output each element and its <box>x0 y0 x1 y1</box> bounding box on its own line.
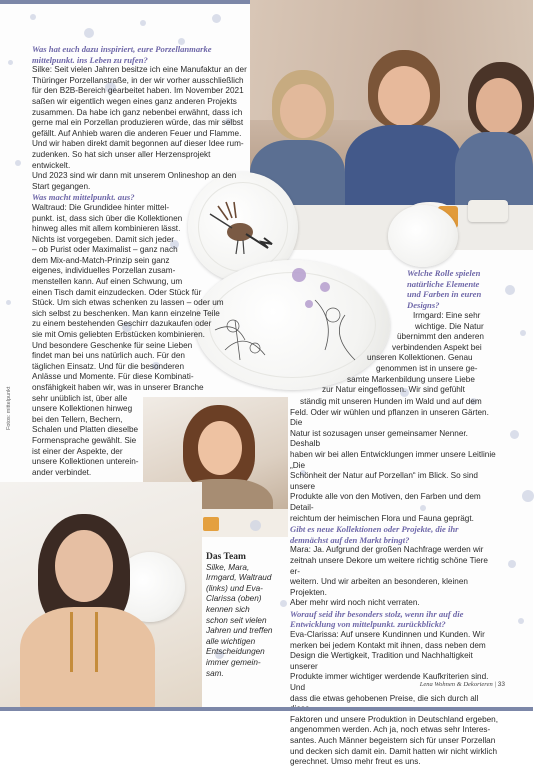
answer-3-line: Irmgard: Eine sehr <box>413 311 481 320</box>
answer-2-line: onsfähigkeit haben wir, was in unserer Branche <box>32 383 204 392</box>
question-4-line: demnächst auf den Markt bringt? <box>290 534 410 545</box>
answer-3-right-block <box>300 311 530 396</box>
answer-2-line: eigenes, individuelles Porzellan zusam- <box>32 266 176 276</box>
answer-1-line: Start gegangen. <box>32 181 91 191</box>
answer-2-line: Anlässe und Momente. Für diese Kombinati- <box>32 372 194 382</box>
answer-2-line: menstellen kann. Auf einen Schwung, um <box>32 277 183 287</box>
answer-3-line: übernimmt den anderen <box>397 332 484 342</box>
purple-dot <box>320 282 330 292</box>
answer-3-line: unseren Kollektionen. Genau <box>367 353 473 363</box>
question-5-line: Entwicklung von mittelpunkt. zurückblickt? <box>290 619 446 630</box>
answer-3-line: reichtum der heimischen Flora und Fauna geprägt. <box>290 513 474 523</box>
decor-dot <box>510 430 519 439</box>
decor-dot <box>508 560 516 568</box>
answer-3-line: samte Markenbildung unsere Liebe <box>347 374 475 384</box>
answer-2-line: ist einer der Aspekte, der <box>32 446 123 456</box>
article-column-top <box>32 44 247 478</box>
answer-2-line: – ob Purist oder Maximalist – ganz nach <box>32 245 178 255</box>
decor-dot <box>15 160 21 166</box>
team-caption-line: sam. <box>206 668 224 678</box>
question-3-line: natürliche Elemente <box>407 278 480 289</box>
answer-1-line: saßen wir eigentlich wegen eines ganz anderen Projekts <box>32 96 237 106</box>
answer-5-line: Eva-Clarissa: Auf unsere Kundinnen und Kunden. Wir <box>290 630 485 640</box>
answer-2-line: täglichen Einsatz. Und für die besonderen <box>32 361 185 371</box>
magazine-name: Lena Wohnen & Dekorieren <box>419 681 493 688</box>
team-caption-line: Entscheidungen <box>206 647 265 657</box>
answer-3-line: wichtige. Die Natur <box>415 321 484 331</box>
question-1: Was hat euch dazu inspiriert, eure Porzellanmarke mittelpunkt. ins Leben zu rufen? <box>32 44 212 65</box>
answer-5-line: Produkte immer wichtiger werdende Kaufkriterien sind. Und <box>290 672 489 693</box>
answer-3-line: haben wir bei allen Entwicklungen immer unsere Leitlinie „Die <box>290 449 496 470</box>
question-4-line: Gibt es neue Kollektionen oder Projekte, die ihr <box>290 524 459 535</box>
answer-3-line: zur Natur eingeflossen. Wir sind gefühlt <box>322 385 465 395</box>
answer-2-line: Stück. Um sich etwas schenken zu lassen – oder um <box>32 298 224 308</box>
answer-2-line: hinweg alles mit allem kombinieren lässt. <box>32 224 181 234</box>
decor-dot <box>522 490 534 502</box>
answer-3-line: genommen ist in unsere ge- <box>376 363 478 373</box>
team-caption-line: immer gemein- <box>206 657 261 667</box>
purple-dot <box>305 300 313 308</box>
answer-2-line: ander verbindet. <box>32 467 92 477</box>
answer-2-line: sie mit Omis geliebten Erbstücken kombinieren. <box>32 330 205 340</box>
answer-5-line: Design die Wertigkeit, Tradition und Nachhaltigkeit unserer <box>290 651 473 671</box>
portrait-photo <box>0 482 202 711</box>
answer-5-line: Faktoren und unsere Produktion in Deutschland ergeben, <box>290 714 499 724</box>
answer-2-line: findet man bei uns natürlich auch. Für den <box>32 351 185 361</box>
footer-separator: | <box>494 681 498 688</box>
answer-5-line: dass die etwas gehobenen Preise, die sich durch all <box>290 693 479 703</box>
answer-2-line: punkt. ist, dass sich über die Kollektionen <box>32 213 183 223</box>
article-column-bottom <box>290 397 500 768</box>
question-3-line: Designs? <box>407 299 440 310</box>
answer-4-line: weitern. Und wir arbeiten an besonderen, kleinen Projekten. <box>290 577 468 597</box>
question-3-line: Welche Rolle spielen <box>407 268 481 278</box>
answer-2-line: unsere Kollektionen hinweg <box>32 404 133 414</box>
answer-1-line: Und wir haben direkt damit begonnen auf dieser Idee rum- <box>32 139 244 149</box>
answer-1-line: gerne mal ein Porzellan produzieren würde, das mir selbst <box>32 118 244 128</box>
team-caption-line: Clarissa (oben) <box>206 594 262 604</box>
team-caption-line: (links) und Eva- <box>206 583 263 593</box>
answer-5-line: santes. Auch Männer begeistern sich für unser Porzellan <box>290 736 496 745</box>
decor-dot <box>6 300 11 305</box>
answer-2-line: Formensprache gewählt. Sie <box>32 435 137 445</box>
answer-1-line: zusammen. Da habe ich ganz nebenbei erwähnt, dass ich <box>32 107 243 117</box>
answer-1-line: Thüringer Porzellanstraße, in der wir vorher ausschließlich <box>32 75 244 85</box>
answer-3-line: ständig mit unseren Hunden im Wald und auf dem <box>300 397 482 406</box>
page-footer <box>420 681 505 688</box>
top-accent-bar <box>0 0 250 4</box>
purple-dot <box>292 268 306 282</box>
answer-2-line: zu einem bestehenden Geschirr dazukaufen oder <box>32 319 212 329</box>
answer-2-line: dem Mix-and-Match-Prinzip sein ganz <box>32 255 170 265</box>
small-plate-right <box>388 205 458 267</box>
answer-5-line: merken bei jedem Kontakt mit ihnen, dass neben dem <box>290 640 486 650</box>
answer-4-line: Aber mehr wird noch nicht verraten. <box>290 598 420 608</box>
team-caption <box>206 552 286 679</box>
team-caption-line: kennen sich <box>206 604 250 614</box>
question-3-line: und Farben in euren <box>407 289 482 300</box>
decor-dot <box>518 618 524 624</box>
answer-3-line: Schönheit der Natur auf Porzellan“ im Blick. So sind unsere <box>290 471 478 491</box>
answer-3-line: Natur ist sozusagen unser gemeinsamer Nenner. Deshalb <box>290 428 468 449</box>
team-caption-line: Jahren und treffen <box>206 626 273 636</box>
answer-3-line: verbindenden Aspekt bei <box>392 342 482 352</box>
decor-dot <box>140 20 146 26</box>
answer-2-line: Nichts ist vorgegeben. Damit sich jeder <box>32 234 174 244</box>
question-5-line: Worauf seid ihr besonders stolz, wenn ihr auf die <box>290 608 464 619</box>
decor-dot <box>30 14 36 20</box>
question-2: Was macht mittelpunkt. aus? <box>32 192 135 203</box>
page-number: 33 <box>497 681 505 688</box>
answer-4-line: zeitnah unsere Dekore um weitere richtig schöne Tiere er- <box>290 555 488 576</box>
question-3-block <box>407 268 527 310</box>
team-caption-title: Das Team <box>206 552 246 562</box>
answer-2-line: einen Tisch damit einzudecken. Oder Stück für <box>32 287 202 297</box>
decor-dot <box>8 60 13 65</box>
answer-1-line: Und 2023 sind wir dann mit unserem Onlineshop an den <box>32 171 237 181</box>
answer-1-line: Silke: Seit vielen Jahren besitze ich eine Manufaktur an der <box>32 65 247 75</box>
answer-5-line: und decken sich damit ein. Damit hatten wir nicht wirklich <box>290 746 498 756</box>
answer-5-line: gerechnet. Umso mehr freut es uns. <box>290 757 421 767</box>
team-caption-line: Silke, Mara, <box>206 562 250 572</box>
answer-3-line: Feld. Oder wir wühlen und pflanzen in unseren Gärten. Die <box>290 407 489 428</box>
answer-2-line: bei den Tellern, Bechern, <box>32 414 123 424</box>
team-caption-line: alle wichtigen <box>206 636 256 646</box>
answer-3-line: Produkte alle von den Motiven, den Farben und dem Detail- <box>290 492 481 512</box>
answer-1-line: gefällt. Auf Anhieb waren die anderen Feuer und Flamme. <box>32 128 242 138</box>
answer-2-line: sehr unüblich ist, über alle <box>32 393 128 403</box>
answer-1-line: zudenken. So hat sich unser aller Herzensprojekt entwickelt. <box>32 149 211 170</box>
bottom-accent-bar <box>0 707 533 711</box>
answer-2-line: Waltraud: Die Grundidee hinter mittel- <box>32 202 170 212</box>
team-caption-line: schon seit vielen <box>206 615 267 625</box>
answer-2-line: Schalen und Platten dieselbe <box>32 425 139 435</box>
answer-1-line: für den B2B-Bereich gearbeitet haben. Im November 2021 <box>32 86 244 96</box>
team-caption-line: Irmgard, Waltraud <box>206 573 272 583</box>
answer-2-line: unsere Kollektionen unterein- <box>32 457 139 467</box>
answer-4-line: Mara: Ja. Aufgrund der großen Nachfrage werden wir <box>290 545 484 555</box>
answer-2-line: sich selbst zu beschenken. Man kann einzelne Teile <box>32 308 220 318</box>
decor-dot <box>250 520 261 531</box>
answer-2-line: Und besondere Geschenke für seine Lieben <box>32 340 193 350</box>
decor-dot <box>84 28 94 38</box>
decor-dot <box>212 14 221 23</box>
answer-5-line: angenommen werden. Ach ja, noch etwas sehr Interes- <box>290 725 491 735</box>
photo-credit: Fotos: mittelpunkt <box>6 386 12 430</box>
